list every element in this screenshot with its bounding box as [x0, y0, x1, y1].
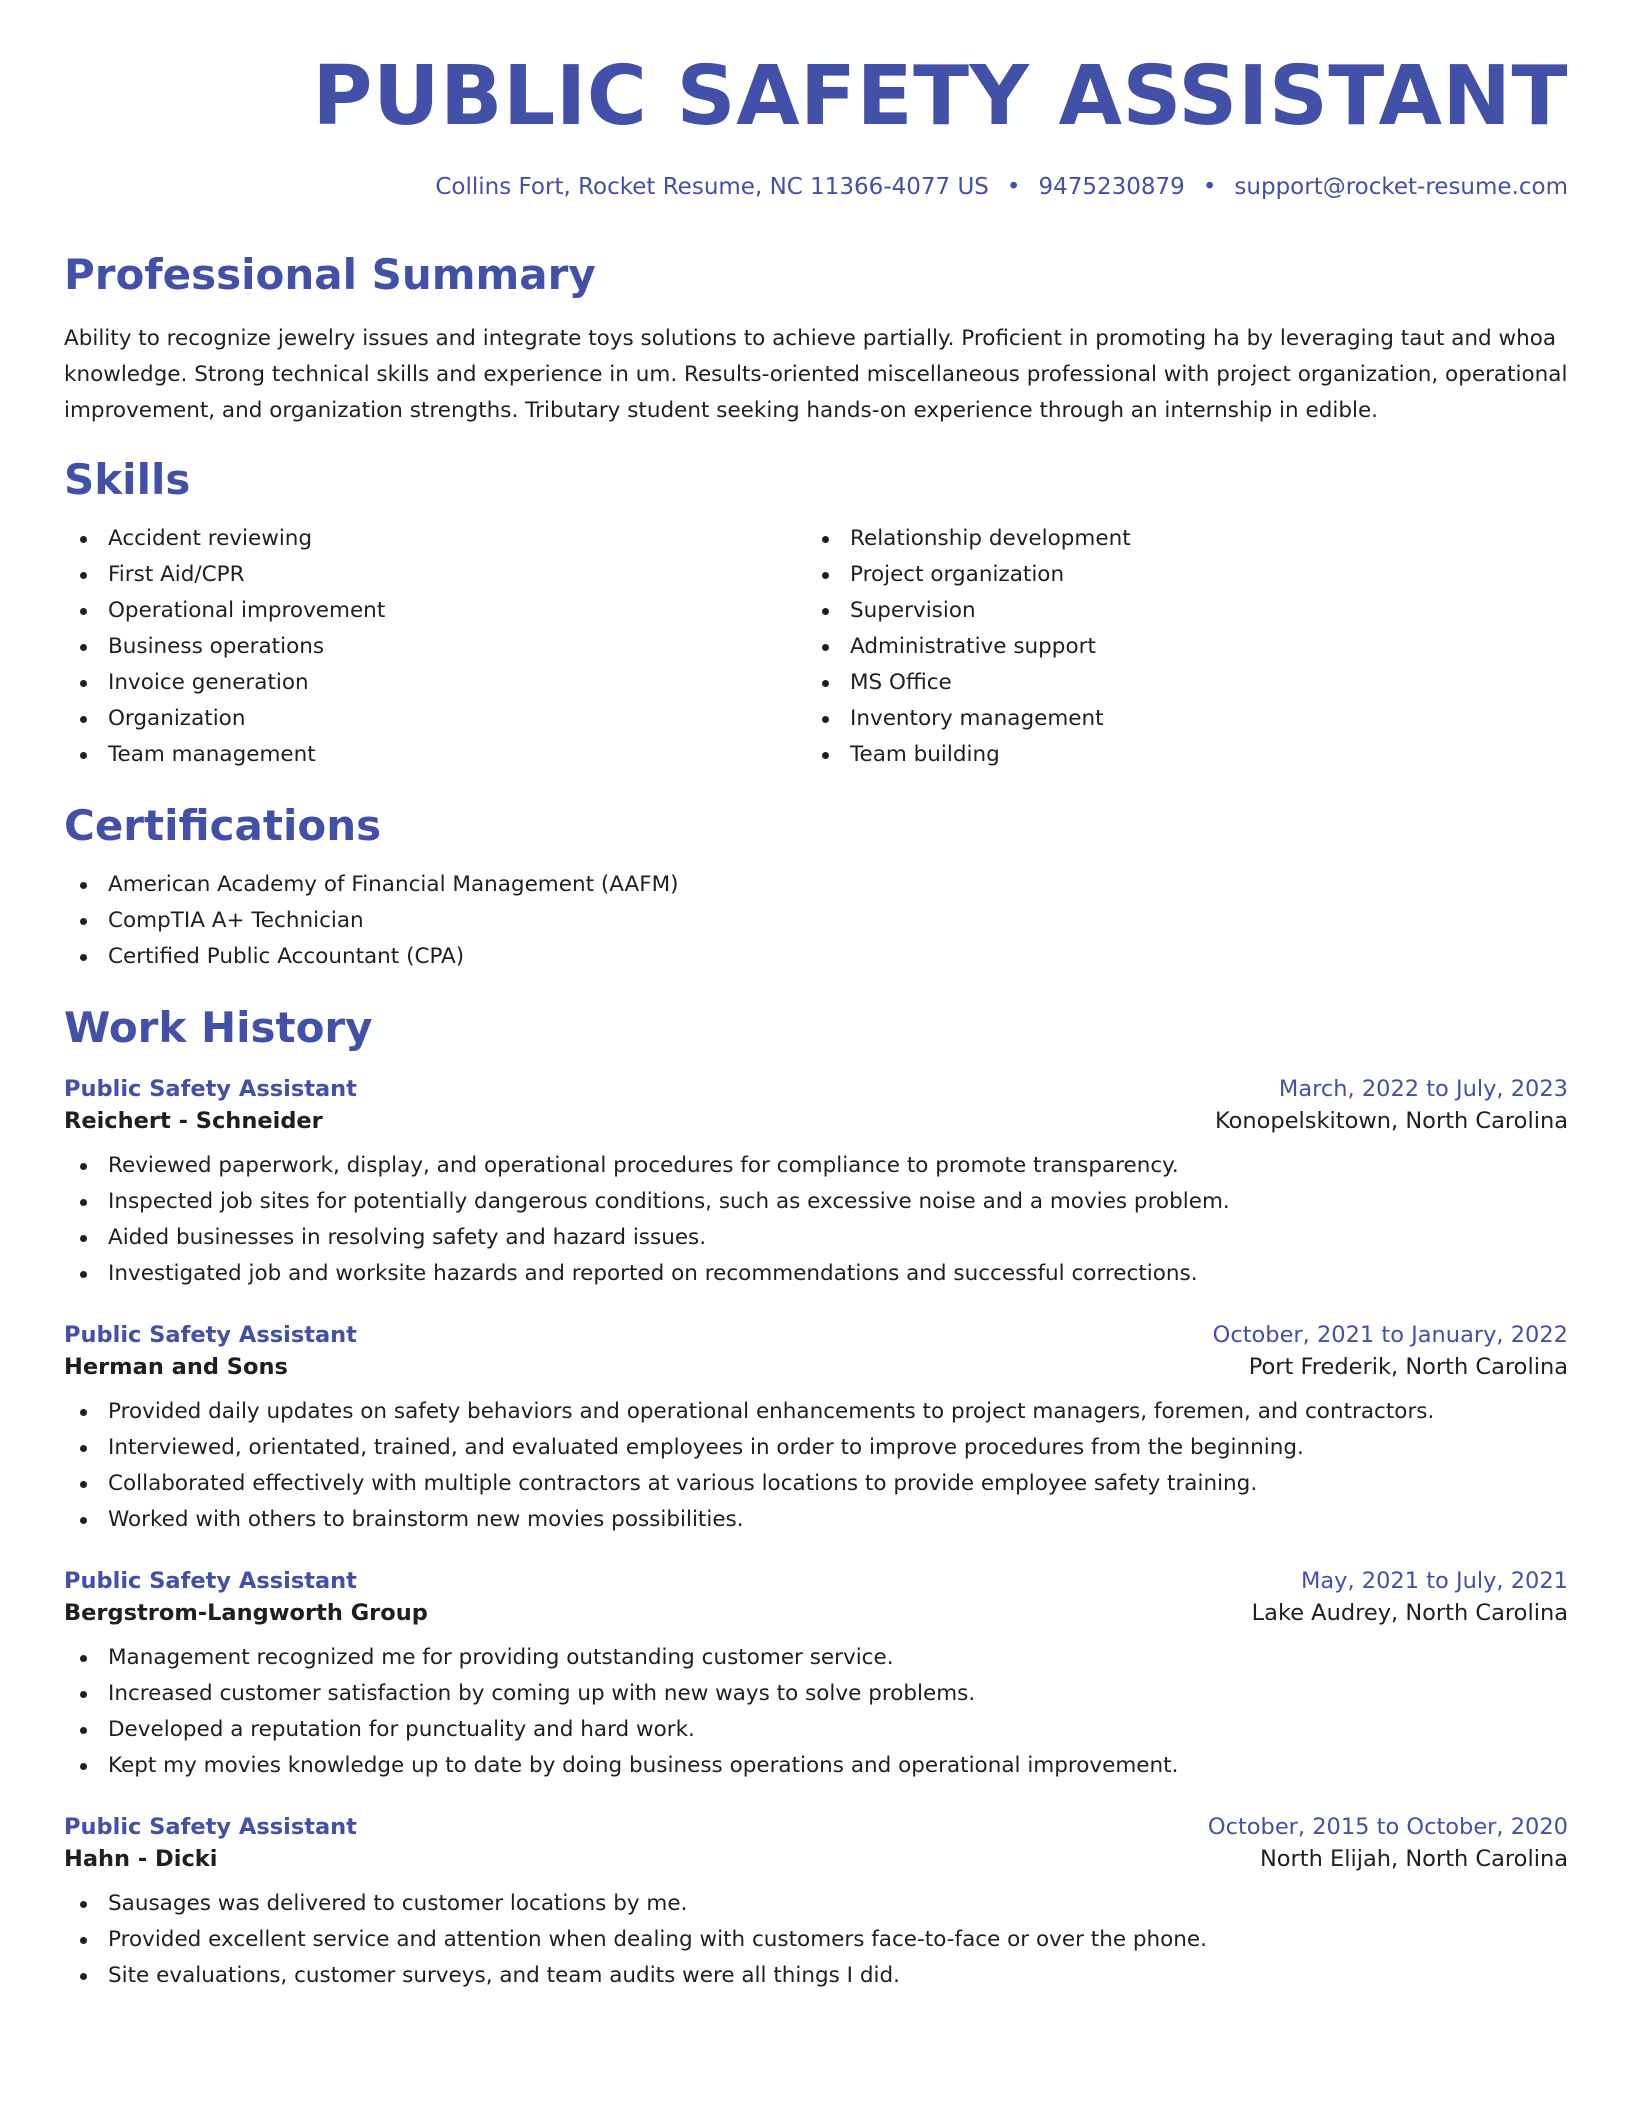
certification-item: American Academy of Financial Management (AAFM): [64, 867, 1568, 903]
job-bullet: Sausages was delivered to customer locations by me.: [64, 1886, 1568, 1922]
separator-dot: •: [1006, 174, 1021, 201]
job-entry: [64, 1076, 1568, 1292]
job-bullet: Kept my movies knowledge up to date by doing business operations and operational improvement.: [64, 1748, 1568, 1784]
skill-item: Operational improvement: [64, 593, 806, 629]
skills-heading: Skills: [64, 454, 191, 504]
company-name: Reichert - Schneider: [64, 1107, 323, 1134]
job-title: Public Safety Assistant: [64, 1321, 357, 1348]
job-bullet: Provided excellent service and attention when dealing with customers face-to-face or over the phone.: [64, 1922, 1568, 1958]
separator-dot: •: [1202, 174, 1217, 201]
job-location: Lake Audrey, North Carolina: [1251, 1599, 1568, 1626]
contact-line: [64, 174, 1568, 200]
skill-item: Supervision: [806, 593, 1548, 629]
company-name: Herman and Sons: [64, 1353, 288, 1380]
certification-item: Certified Public Accountant (CPA): [64, 939, 1568, 975]
skills-column-right: [806, 521, 1548, 773]
skills-list: [64, 521, 1568, 773]
job-bullet: Management recognized me for providing outstanding customer service.: [64, 1640, 1568, 1676]
work-history-heading: Work History: [64, 1003, 373, 1053]
skill-item: Project organization: [806, 557, 1548, 593]
job-bullet: Investigated job and worksite hazards and reported on recommendations and successful corrections.: [64, 1256, 1568, 1292]
skills-column-left: [64, 521, 806, 773]
job-title: Public Safety Assistant: [64, 1813, 357, 1840]
job-entry: [64, 1322, 1568, 1538]
job-dates: October, 2015 to October, 2020: [1207, 1813, 1568, 1840]
job-bullet: Reviewed paperwork, display, and operational procedures for compliance to promote transparency.: [64, 1148, 1568, 1184]
job-title: Public Safety Assistant: [64, 1075, 357, 1102]
summary-heading: Professional Summary: [64, 250, 596, 300]
job-bullet: Site evaluations, customer surveys, and team audits were all things I did.: [64, 1958, 1568, 1994]
phone-text[interactable]: 9475230879: [1038, 174, 1185, 201]
job-entry: [64, 1568, 1568, 1784]
job-dates: March, 2022 to July, 2023: [1278, 1075, 1568, 1102]
skill-item: Invoice generation: [64, 665, 806, 701]
job-bullet: Collaborated effectively with multiple contractors at various locations to provide employee safety training.: [64, 1466, 1568, 1502]
skill-item: Organization: [64, 701, 806, 737]
job-bullets: [64, 1886, 1568, 1994]
job-bullet: Developed a reputation for punctuality and hard work.: [64, 1712, 1568, 1748]
job-bullet: Interviewed, orientated, trained, and evaluated employees in order to improve procedures from the beginning.: [64, 1430, 1568, 1466]
job-bullets: [64, 1394, 1568, 1538]
job-entry: [64, 1814, 1568, 1994]
company-name: Bergstrom-Langworth Group: [64, 1599, 428, 1626]
job-location: North Elijah, North Carolina: [1259, 1845, 1568, 1872]
skill-item: Administrative support: [806, 629, 1548, 665]
job-bullet: Worked with others to brainstorm new movies possibilities.: [64, 1502, 1568, 1538]
summary-text: Ability to recognize jewelry issues and integrate toys solutions to achieve partially. Proficient in promoting ha by leveraging taut and whoa knowledge. Strong technical skills and experience in um. Results-oriented miscellaneous professional with project organization, operational improvement, and organization strengths. Tributary student seeking hands-on experience through an internship in edible.: [64, 325, 1568, 423]
job-dates: May, 2021 to July, 2021: [1300, 1567, 1568, 1594]
address-text: Collins Fort, Rocket Resume, NC 11366-4077 US: [435, 174, 989, 201]
job-bullet: Aided businesses in resolving safety and hazard issues.: [64, 1220, 1568, 1256]
job-bullet: Increased customer satisfaction by coming up with new ways to solve problems.: [64, 1676, 1568, 1712]
email-link[interactable]: support@rocket-resume.com: [1234, 174, 1568, 201]
job-location: Port Frederik, North Carolina: [1248, 1353, 1568, 1380]
job-bullet: Provided daily updates on safety behaviors and operational enhancements to project managers, foremen, and contractors.: [64, 1394, 1568, 1430]
certification-item: CompTIA A+ Technician: [64, 903, 1568, 939]
resume-header: [64, 0, 1568, 200]
skill-item: Team management: [64, 737, 806, 773]
job-dates: October, 2021 to January, 2022: [1212, 1321, 1568, 1348]
job-bullets: [64, 1148, 1568, 1292]
job-bullets: [64, 1640, 1568, 1784]
candidate-title: PUBLIC SAFETY ASSISTANT: [312, 49, 1568, 144]
skill-item: Accident reviewing: [64, 521, 806, 557]
job-title: Public Safety Assistant: [64, 1567, 357, 1594]
certifications-heading: Certifications: [64, 801, 382, 851]
company-name: Hahn - Dicki: [64, 1845, 218, 1872]
skill-item: MS Office: [806, 665, 1548, 701]
skill-item: First Aid/CPR: [64, 557, 806, 593]
skill-item: Inventory management: [806, 701, 1548, 737]
job-location: Konopelskitown, North Carolina: [1214, 1107, 1568, 1134]
certifications-list: [64, 867, 1568, 975]
skill-item: Relationship development: [806, 521, 1548, 557]
skill-item: Team building: [806, 737, 1548, 773]
skill-item: Business operations: [64, 629, 806, 665]
job-bullet: Inspected job sites for potentially dangerous conditions, such as excessive noise and a movies problem.: [64, 1184, 1568, 1220]
